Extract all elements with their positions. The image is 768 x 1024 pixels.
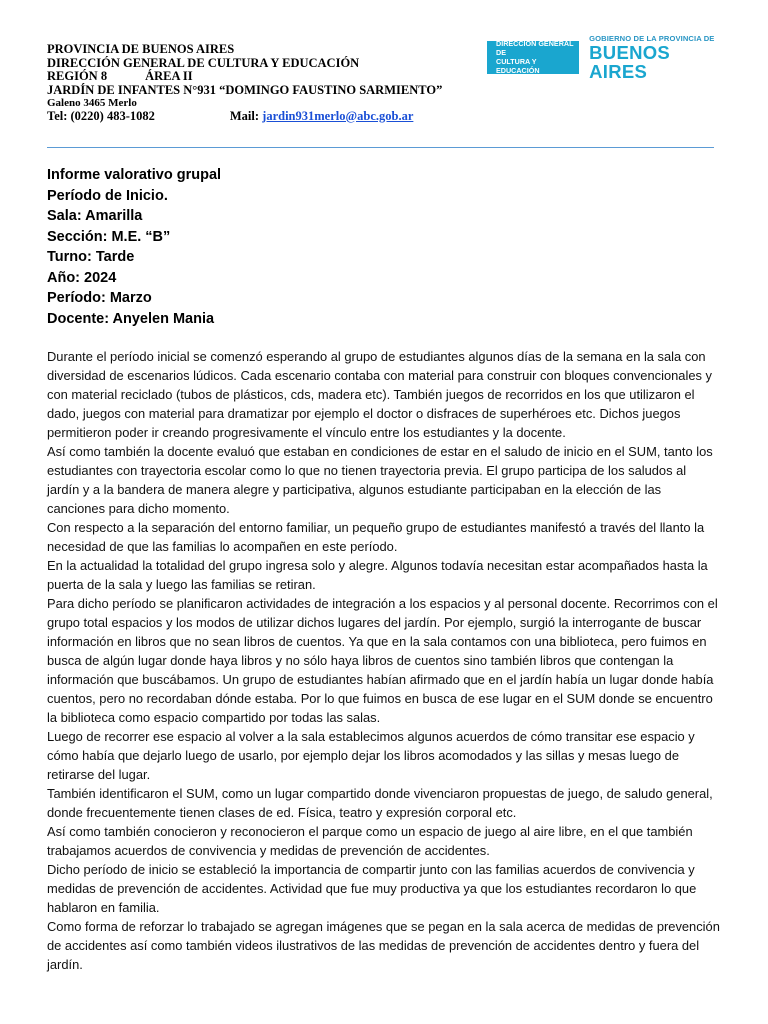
report-info	[47, 165, 221, 329]
section-line: Sección: M.E. “B”	[47, 228, 171, 245]
period-title: Período de Inicio.	[47, 187, 168, 204]
report-body	[47, 347, 720, 974]
paragraph: Así como también conocieron y reconocieron el parque como un espacio de juego al aire libre, en el que también trabajamos acuerdos de convivencia y medidas de prevención de accidentes.	[47, 824, 693, 858]
paragraph: Para dicho período se planificaron actividades de integración a los espacios y al personal docente. Recorrimos con el grupo total espacios y los modos de utilizar dichos lugares del jardín. Por ejemplo, surgió la interrogante de buscar información en libros que no sean libros de cuentos. Ya que en la sala contamos con una biblioteca, pero fuimos en busca de algún lugar donde haya libros y no sólo haya libros de cuentos sino también libros que contengan la información que buscábamos. Un grupo de estudiantes habían afirmado que en el jardín había un lugar donde había cuentos, pero no recordaban dónde estaba. Por lo que fuimos en busca de ese lugar en el SUM donde se encuentro la biblioteca como espacio compartido por todas las salas.	[47, 596, 718, 725]
mail-label: Mail:	[229, 108, 260, 123]
paragraph: Así como también la docente evaluó que estaban en condiciones de estar en el saludo de inicio en el SUM, tanto los estudiantes con trayectoria escolar como lo que no tienen trayectoria previa. El grupo participa de los saludos al jardín y a la bandera de manera alegre y participativa, algunos estudiante participaban en la elección de las canciones para dicho momento.	[47, 444, 713, 516]
paragraph: Dicho período de inicio se estableció la importancia de compartir junto con las familias acuerdos de convivencia y medidas de prevención de accidentes. Actividad que fue muy productiva ya que los estudiantes recordaron lo que hablaron en familia.	[47, 862, 697, 915]
logo-box-line-1: DIRECCIÓN GENERAL DE	[496, 39, 574, 57]
direction-line: DIRECCIÓN GENERAL DE CULTURA Y EDUCACIÓN	[47, 55, 360, 70]
letterhead	[47, 43, 467, 123]
government-logo	[487, 33, 719, 82]
address-line: Galeno 3465 Merlo	[47, 97, 137, 109]
header-divider	[47, 147, 714, 148]
room-line: Sala: Amarilla	[47, 208, 143, 224]
buenos-aires-logo	[589, 34, 719, 81]
report-title: Informe valorativo grupal	[47, 167, 222, 183]
shift-line: Turno: Tarde	[47, 249, 135, 265]
paragraph: Como forma de reforzar lo trabajado se agregan imágenes que se pegan en la sala acerca de medidas de prevención de accidentes así como también videos ilustrativos de las medidas de prevención de accidentes dentro y fuera del jardín.	[47, 919, 720, 972]
contact-line	[47, 110, 467, 124]
region-line	[47, 70, 467, 84]
area-label: ÁREA II	[145, 69, 193, 83]
logo-main-text: BUENOS AIRES	[589, 41, 671, 82]
school-name-line: JARDÍN DE INFANTES N°931 “DOMINGO FAUSTINO SARMIENTO”	[47, 82, 443, 97]
logo-top-text: GOBIERNO DE LA PROVINCIA DE	[589, 33, 715, 43]
paragraph: Con respecto a la separación del entorno familiar, un pequeño grupo de estudiantes manifestó a través del llanto la necesidad de que las familias lo acompañen en este período.	[47, 520, 705, 554]
province-line: PROVINCIA DE BUENOS AIRES	[47, 42, 235, 56]
paragraph: En la actualidad la totalidad del grupo ingresa solo y alegre. Algunos todavía necesitan estar acompañados hasta la puerta de la sala y luego las familias se retiran.	[47, 558, 708, 592]
period-line: Período: Marzo	[47, 290, 152, 306]
teacher-line: Docente: Anyelen Mania	[47, 310, 215, 327]
telephone: Tel: (0220) 483-1082	[47, 108, 155, 123]
logo-box-line-2: CULTURA Y EDUCACIÓN	[496, 57, 540, 75]
dgce-logo-box	[487, 41, 579, 74]
region-label: REGIÓN 8	[47, 69, 108, 83]
email-link[interactable]: jardin931merlo@abc.gob.ar	[262, 108, 414, 123]
paragraph: Luego de recorrer ese espacio al volver a la sala establecimos algunos acuerdos de cómo transitar ese espacio y cómo había que dejarlo luego de usarlo, por ejemplo dejar los libros acomodados y las sillas y mesas luego de retirarse del lugar.	[47, 729, 695, 782]
paragraph: También identificaron el SUM, como un lugar compartido donde vivenciaron propuestas de juego, de saludo general, donde frecuentemente tienen clases de ed. Física, teatro y expresión corporal etc.	[47, 786, 713, 820]
paragraph: Durante el período inicial se comenzó esperando al grupo de estudiantes algunos días de la semana en la sala con diversidad de escenarios lúdicos. Cada escenario contaba con material para construir con bloques convencionales y con material reciclado (tubos de plásticos, cds, madera etc). También juegos de recorridos en los que utilizaron el dado, juegos con material para dramatizar por ejemplo el doctor o disfraces de superhéroes etc. Dichos juegos permitieron poder ir creando progresivamente el vínculo entre los estudiantes y la docente.	[47, 349, 712, 440]
year-line: Año: 2024	[47, 269, 117, 286]
